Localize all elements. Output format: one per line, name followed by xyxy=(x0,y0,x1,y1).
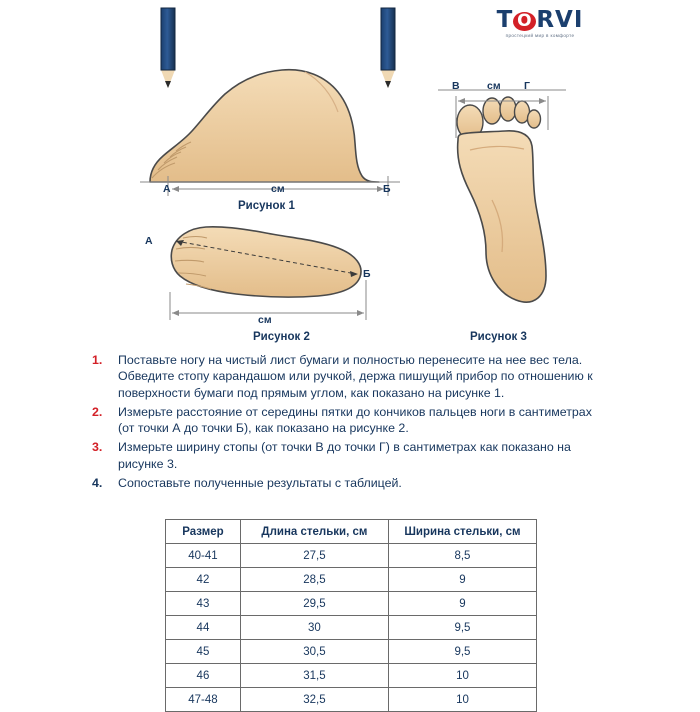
instruction-step-4 xyxy=(92,475,610,491)
cell-width: 9 xyxy=(388,592,536,616)
pencil-left-icon xyxy=(161,8,175,88)
table-row xyxy=(166,616,537,640)
instruction-step-1-text: Поставьте ногу на чистый лист бумаги и полностью перенесите на нее вес тела. Обведите стопу карандашом или ручкой, держа пишущий прибор по отношению к поверхности бумаги под прямым углом, как показано на рисунке 1. xyxy=(118,353,593,400)
logo-part-2: RVI xyxy=(536,7,584,33)
logo-accent-letter: O xyxy=(513,12,536,31)
figures-illustration xyxy=(0,0,700,352)
table-row xyxy=(166,664,537,688)
figure-1-cm-label: см xyxy=(271,183,285,195)
cell-width: 9,5 xyxy=(388,616,536,640)
table-row xyxy=(166,592,537,616)
figure-2-cm-label: см xyxy=(258,314,272,326)
cell-size: 43 xyxy=(166,592,241,616)
figures-area xyxy=(0,0,700,352)
cell-length: 32,5 xyxy=(240,688,388,712)
figure-3-cm-label: см xyxy=(487,80,501,92)
figure-2-point-a-label: А xyxy=(145,235,153,247)
figure-1-point-a-label: А xyxy=(163,183,171,195)
instruction-step-2-text: Измерьте расстояние от середины пятки до кончиков пальцев ноги в сантиметрах (от точки А до точки Б), как показано на рисунке 2. xyxy=(118,404,592,436)
foot-top-view-outline xyxy=(170,227,366,320)
size-chart-table xyxy=(165,519,537,712)
cell-width: 10 xyxy=(388,664,536,688)
cell-size: 40-41 xyxy=(166,544,241,568)
instruction-step-1 xyxy=(92,352,610,401)
instruction-step-3 xyxy=(92,439,610,472)
cell-length: 30,5 xyxy=(240,640,388,664)
cell-length: 27,5 xyxy=(240,544,388,568)
table-header-row xyxy=(166,520,537,544)
cell-width: 10 xyxy=(388,688,536,712)
table-header-insole-length: Длина стельки, см xyxy=(240,520,388,544)
table-row xyxy=(166,640,537,664)
figure-3-point-g-label: Г xyxy=(524,80,530,92)
table-row xyxy=(166,568,537,592)
cell-size: 47-48 xyxy=(166,688,241,712)
cell-width: 9,5 xyxy=(388,640,536,664)
foot-side-view xyxy=(140,70,400,196)
instruction-step-3-text: Измерьте ширину стопы (от точки В до точки Г) в сантиметрах как показано на рисунке 3. xyxy=(118,440,571,471)
figure-2-caption: Рисунок 2 xyxy=(253,331,310,343)
table-header-size: Размер xyxy=(166,520,241,544)
figure-1-caption: Рисунок 1 xyxy=(238,200,295,212)
logo-tagline: простецкий мир в комфорте xyxy=(505,33,575,38)
figure-1-point-b-label: Б xyxy=(383,183,391,195)
foot-sole-view xyxy=(438,90,566,302)
figure-2-point-b-label: Б xyxy=(363,268,371,280)
instruction-step-3-number: 3. xyxy=(92,440,103,455)
instruction-step-4-number: 4. xyxy=(92,476,103,491)
figure-3-caption: Рисунок 3 xyxy=(470,331,527,343)
cell-size: 45 xyxy=(166,640,241,664)
table-header-insole-width: Ширина стельки, см xyxy=(388,520,536,544)
logo-part-1: T xyxy=(496,7,514,33)
cell-size: 44 xyxy=(166,616,241,640)
table-row xyxy=(166,544,537,568)
figure-3-point-v-label: В xyxy=(452,80,460,92)
instruction-step-2-number: 2. xyxy=(92,404,103,419)
cell-length: 29,5 xyxy=(240,592,388,616)
cell-width: 9 xyxy=(388,568,536,592)
instructions-list xyxy=(92,352,610,494)
cell-length: 28,5 xyxy=(240,568,388,592)
instruction-step-4-text: Сопоставьте полученные результаты с таблицей. xyxy=(118,476,402,491)
pencil-right-icon xyxy=(381,8,395,88)
instruction-step-2 xyxy=(92,404,610,437)
cell-size: 42 xyxy=(166,568,241,592)
cell-length: 30 xyxy=(240,616,388,640)
instruction-step-1-number: 1. xyxy=(92,353,103,367)
cell-size: 46 xyxy=(166,664,241,688)
cell-length: 31,5 xyxy=(240,664,388,688)
cell-width: 8,5 xyxy=(388,544,536,568)
